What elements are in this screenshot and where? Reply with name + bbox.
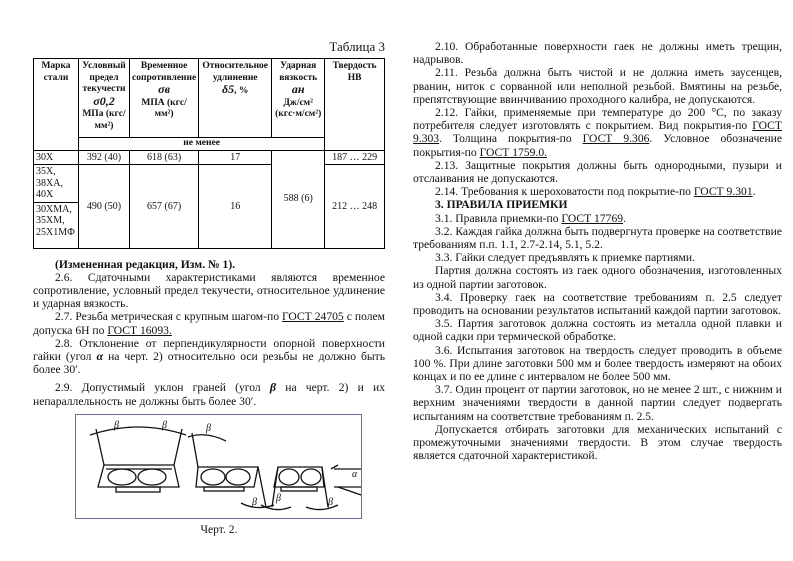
header-elongation-label: Относительное удлинение (202, 61, 269, 83)
text: . Условное обозначение покрытия-по (413, 132, 783, 159)
text: на черт. 2) относительно оси резьбы не должно быть более 30′. (33, 349, 385, 377)
nut-shape (261, 467, 338, 510)
table-header-row (34, 59, 385, 138)
para-3-3: 3.3. Гайки следует предъявлять к приемке партиями. (435, 251, 695, 265)
header-yield-label: Условный предел текучести (82, 61, 126, 94)
gost-reference: ГОСТ 16093. (107, 323, 172, 337)
beta-label: β (206, 422, 211, 434)
cell-impact: 588 (6) (272, 150, 325, 248)
gost-reference: ГОСТ 17769 (561, 211, 624, 225)
para-3-7-cont: Допускается отбирать заготовки для механических испытаний с промежуточными значениями твердости. В этом случае твердость является сдаточной характеристикой. (413, 422, 782, 463)
text: 2.9. Допустимый уклон граней (угол (55, 381, 270, 395)
header-hardness: Твердость НВ (325, 59, 385, 151)
table-row (34, 165, 385, 203)
symbol-elongation: δ5 (222, 82, 235, 96)
cell-hardness: 212 … 248 (325, 165, 385, 249)
header-yield (79, 59, 130, 138)
cell-tensile: 657 (67) (130, 165, 199, 249)
subheader-min: не менее (79, 138, 325, 151)
para-2-11: 2.11. Резьба должна быть чистой и не должна иметь заусенцев, рванин, ниток с сорванной или неполной резьбой. Вмятины на резьбе, препятствующие ввинчиванию проходного калибра, не допускаются. (413, 66, 782, 106)
gost-reference: ГОСТ 1759.0. (479, 145, 548, 159)
cell-grade: 30Х (34, 150, 79, 165)
beta-label: β (162, 419, 167, 431)
header-grade: Марка стали (34, 59, 79, 151)
units-yield: МПа (кгс/мм²) (82, 109, 126, 131)
left-column (33, 40, 385, 536)
units-elongation: , % (234, 86, 249, 96)
para-3-5: 3.5. Партия заготовок должна состоять из металла одной плавки и одной садки при термической обработке. (413, 317, 782, 344)
beta-label: β (276, 492, 281, 504)
symbol-impact: aн (291, 82, 305, 96)
header-impact-label: Ударная вязкость (279, 61, 318, 83)
cell-elongation: 17 (199, 150, 272, 165)
symbol-tensile: σв (158, 82, 171, 96)
cell-yield: 490 (50) (79, 165, 130, 249)
symbol-yield: σ0,2 (93, 93, 115, 108)
para-2-14 (413, 185, 782, 198)
text: . Толщина покрытия-по (439, 132, 583, 146)
para-2-10: 2.10. Обработанные поверхности гаек не должны иметь трещин, надрывов. (413, 40, 782, 67)
para-2-7 (33, 310, 385, 336)
para-3-2: 3.2. Каждая гайка должна быть подвергнута проверке на соответствие требованиям п.п. 1.1, 2.7-2.14, 5.1, 5.2. (413, 224, 782, 252)
cell-hardness: 187 … 229 (325, 150, 385, 165)
header-impact (272, 59, 325, 138)
para-3-3-cont: Партия должна состоять из гаек одного обозначения, изготовленных из одной партии заготовок. (413, 264, 782, 291)
cell-grade: 35Х, 38ХА, 40Х (34, 165, 79, 203)
edit-note: (Измененная редакция, Изм. № 1). (55, 257, 236, 271)
cell-tensile: 618 (63) (130, 150, 199, 165)
beta-label: β (114, 419, 119, 431)
figure-caption: Черт. 2. (200, 522, 238, 536)
nut-shape (188, 433, 274, 508)
cell-yield: 392 (40) (79, 150, 130, 165)
text: с полем допуска 6Н по (33, 310, 385, 337)
table-row (34, 150, 385, 165)
text: 3.1. Правила приемки-по (435, 211, 562, 225)
text: 2.7. Резьба метрическая с крупным шагом-по (55, 310, 282, 324)
para-3-1 (413, 212, 782, 225)
text: на черт. 2) и их непараллельность не должны быть более 30′. (33, 381, 385, 408)
section-heading: 3. ПРАВИЛА ПРИЕМКИ (435, 198, 568, 212)
alpha-symbol: α (96, 348, 104, 363)
right-column (413, 40, 782, 463)
text: . (623, 211, 626, 225)
cell-elongation: 16 (199, 165, 272, 249)
gost-reference: ГОСТ 9.303 (413, 119, 782, 146)
para-2-8 (33, 337, 385, 377)
para-3-6: 3.6. Испытания заготовок на твердость следует проводить в объеме 100 %. При длине заготовки 500 мм и более твердость измеряют на обоих концах и по ее длине с интервалом не более 500 мм. (413, 343, 782, 384)
units-impact: Дж/см² (кгс·м/см²) (275, 97, 322, 119)
gost-reference: ГОСТ 9.301 (693, 185, 753, 199)
cell-grade: 30ХМА, 35ХМ, 25Х1МФ (34, 202, 79, 248)
para-3-4: 3.4. Проверку гаек на соответствие требованиям п. 2.5 следует проводить на основании результатов испытаний каждой партии заготовок. (413, 290, 782, 318)
header-tensile-label: Временное сопротивление (132, 61, 197, 83)
gost-reference: ГОСТ 9.306 (582, 132, 650, 146)
beta-label: β (252, 496, 257, 508)
beta-symbol: β (269, 380, 277, 395)
figure-2-drawing (75, 414, 362, 519)
header-tensile (130, 59, 199, 138)
nut-shape (90, 427, 186, 492)
text: 2.14. Требования к шероховатости под покрытие-по (435, 185, 694, 199)
para-2-9 (33, 381, 385, 407)
text: . (752, 185, 756, 199)
para-2-13: 2.13. Защитные покрытия должны быть однородными, пузыри и отслаивания не допускаются. (413, 158, 782, 186)
para-2-12 (413, 106, 782, 159)
nut-deviation-diagram (76, 415, 361, 518)
table-caption: Таблица 3 (329, 39, 385, 54)
units-tensile: МПА (кгс/мм²) (141, 97, 187, 119)
properties-table (33, 58, 385, 249)
para-2-6: 2.6. Сдаточными характеристиками являются временное сопротивление, условный предел текучести, относительное удлинение и ударная вязкость. (33, 270, 385, 311)
text: 2.12. Гайки, применяемые при температуре до 200 °С, по заказу потребителя следует изготовлять с покрытием. Вид покрытия-по (413, 106, 782, 133)
gost-reference: ГОСТ 24705 (282, 310, 344, 324)
beta-label: β (328, 496, 333, 508)
header-elongation (199, 59, 272, 138)
alpha-label: α (352, 468, 358, 480)
text: 2.8. Отклонение от перпендикулярности опорной поверхности гайки (угол (33, 336, 385, 363)
para-3-7: 3.7. Один процент от партии заготовок, но не менее 2 шт., с нижним и верхним значениями твердости в данной партии следует подвергать испытаниям на соответствие требованиям п. 2.5. (413, 383, 782, 423)
